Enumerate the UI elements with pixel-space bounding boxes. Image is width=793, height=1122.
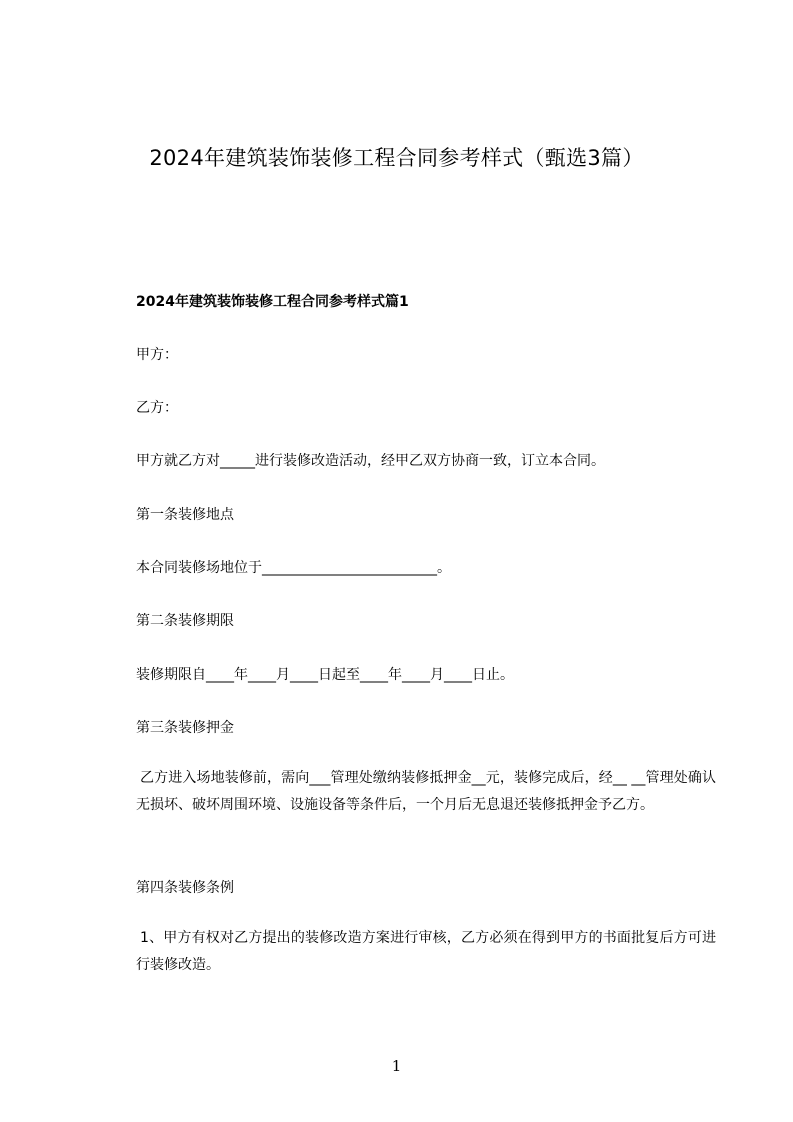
article-4-item-1: 1、甲方有权对乙方提出的装修改造方案进行审核，乙方必须在得到甲方的书面批复后方可进行装修改造。	[136, 930, 716, 973]
intro-paragraph: 甲方就乙方对_____进行装修改造活动，经甲乙双方协商一致，订立本合同。	[136, 453, 605, 469]
section-title: 2024年建筑装饰装修工程合同参考样式篇1	[136, 294, 409, 310]
article-2-body: 装修期限自____年____月____日起至____年____月____日止。	[136, 667, 514, 683]
article-1-title: 第一条装修地点	[136, 507, 234, 523]
article-1-body: 本合同装修场地位于_________________________。	[136, 560, 451, 576]
article-3-body: 乙方进入场地装修前，需向___管理处缴纳装修抵押金__元，装修完成后，经__ __管理处确认无损坏、破坏周围环境、设施设备等条件后，一个月后无息退还装修抵押金予乙方。	[136, 770, 716, 813]
article-2-title: 第二条装修期限	[136, 613, 234, 629]
party-b-line: 乙方：	[136, 400, 178, 416]
article-4-title: 第四条装修条例	[136, 880, 234, 896]
page-number: 1	[391, 1057, 402, 1075]
party-a-line: 甲方：	[136, 347, 178, 363]
document-title: 2024年建筑装饰装修工程合同参考样式（甄选3篇）	[149, 146, 644, 170]
article-3-title: 第三条装修押金	[136, 720, 234, 736]
